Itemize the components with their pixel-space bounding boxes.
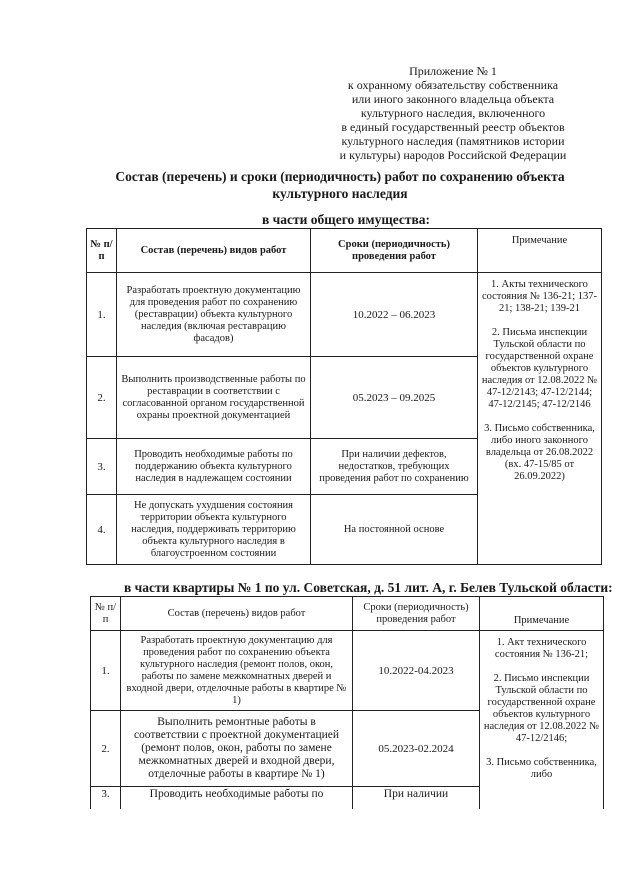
- appendix-line: культурного наследия (памятников истории: [341, 134, 565, 148]
- header-works: Состав (перечень) видов работ: [121, 597, 353, 631]
- row-terms: При наличии: [353, 787, 480, 809]
- page-title-line: Состав (перечень) и сроки (периодичность) работ по сохранению объекта: [115, 169, 565, 184]
- row-terms: 05.2023 – 09.2025: [311, 357, 478, 439]
- appendix-header: [318, 64, 588, 162]
- note-item: 1. Акты технического состояния № 136-21; 137-21; 138-21; 139-21: [481, 279, 598, 314]
- row-works: Разработать проектную документацию для проведения работ по сохранению объекта культурного наследия (ремонт полов, окон, работы по замене межкомнатных дверей и входной двери, отделочные работы в квартире № 1): [121, 631, 353, 711]
- table-header-row: [87, 229, 602, 273]
- row-num: 2.: [87, 357, 117, 439]
- row-works: Проводить необходимые работы по: [121, 787, 353, 809]
- row-num: 3.: [91, 787, 121, 809]
- notes-cell: [478, 273, 602, 565]
- table-header-row: [91, 597, 604, 631]
- row-num: 4.: [87, 495, 117, 565]
- appendix-line: к охранному обязательству собственника: [347, 78, 559, 92]
- note-item: 1. Акт технического состояния № 136-21;: [494, 637, 589, 660]
- row-terms: При наличии дефектов, недостатков, требующих проведения работ по сохранению: [311, 439, 478, 495]
- note-item: 2. Письмо инспекции Тульской области по государственной охране объектов культурного наследия от 12.08.2022 № 47-12/2146;: [483, 673, 600, 744]
- row-works: Выполнить ремонтные работы в соответствии с проектной документацией (ремонт полов, окон, работы по замене межкомнатных дверей и входной двери, отделочные работы в квартире № 1): [121, 711, 353, 787]
- notes-cell: [480, 631, 604, 809]
- table-row: [91, 631, 604, 711]
- works-table-common-property: [86, 228, 602, 565]
- appendix-line: и культуры) народов Российской Федерации: [339, 148, 567, 162]
- row-works: Не допускать ухудшения состояния территории объекта культурного наследия, поддерживать территорию объекта культурного наследия в благоустроенном состоянии: [117, 495, 311, 565]
- section-title-apartment: в части квартиры № 1 по ул. Советская, д. 51 лит. А, г. Белев Тульской области:: [124, 580, 613, 595]
- page-title-line: культурного наследия: [272, 186, 408, 201]
- appendix-line: в единый государственный реестр объектов: [341, 120, 565, 134]
- header-note: Примечание: [480, 597, 604, 631]
- header-note: Примечание: [478, 229, 602, 273]
- row-num: 2.: [91, 711, 121, 787]
- note-item: 2. Письма инспекции Тульской области по государственной охране объектов культурного наследия от 12.08.2022 № 47-12/2143; 47-12/2144; 47-12/2145; 47-12/2146: [481, 327, 598, 410]
- section-title-common-property: в части общего имущества:: [262, 212, 431, 227]
- row-num: 1.: [91, 631, 121, 711]
- row-num: 3.: [87, 439, 117, 495]
- row-num: 1.: [87, 273, 117, 357]
- header-num: № п/п: [87, 229, 117, 273]
- row-works: Проводить необходимые работы по поддержанию объекта культурного наследия в надлежащем состоянии: [117, 439, 311, 495]
- appendix-line: культурного наследия, включенного: [360, 106, 546, 120]
- appendix-line: или иного законного владельца объекта: [351, 92, 555, 106]
- header-works: Состав (перечень) видов работ: [117, 229, 311, 273]
- row-terms: На постоянной основе: [311, 495, 478, 565]
- note-item: 3. Письмо собственника, либо иного законного владельца от 26.08.2022 (вх. 47-15/85 от 26.09.2022): [484, 423, 595, 482]
- row-terms: 05.2023-02.2024: [353, 711, 480, 787]
- header-num: № п/п: [91, 597, 121, 631]
- row-works: Выполнить производственные работы по реставрации в соответствии с согласованной органом государственной охраны проектной документацией: [117, 357, 311, 439]
- row-terms: 10.2022 – 06.2023: [311, 273, 478, 357]
- header-terms: Сроки (периодичность) проведения работ: [311, 229, 478, 273]
- page-title: [60, 168, 620, 202]
- note-item: 3. Письмо собственника, либо: [486, 757, 597, 780]
- header-terms: Сроки (периодичность) проведения работ: [353, 597, 480, 631]
- table-row: [87, 273, 602, 357]
- appendix-line: Приложение № 1: [409, 64, 497, 78]
- row-terms: 10.2022-04.2023: [353, 631, 480, 711]
- works-table-apartment: [90, 596, 604, 809]
- row-works: Разработать проектную документацию для проведения работ по сохранению (реставрации) объекта культурного наследия (включая реставрацию фасадов): [117, 273, 311, 357]
